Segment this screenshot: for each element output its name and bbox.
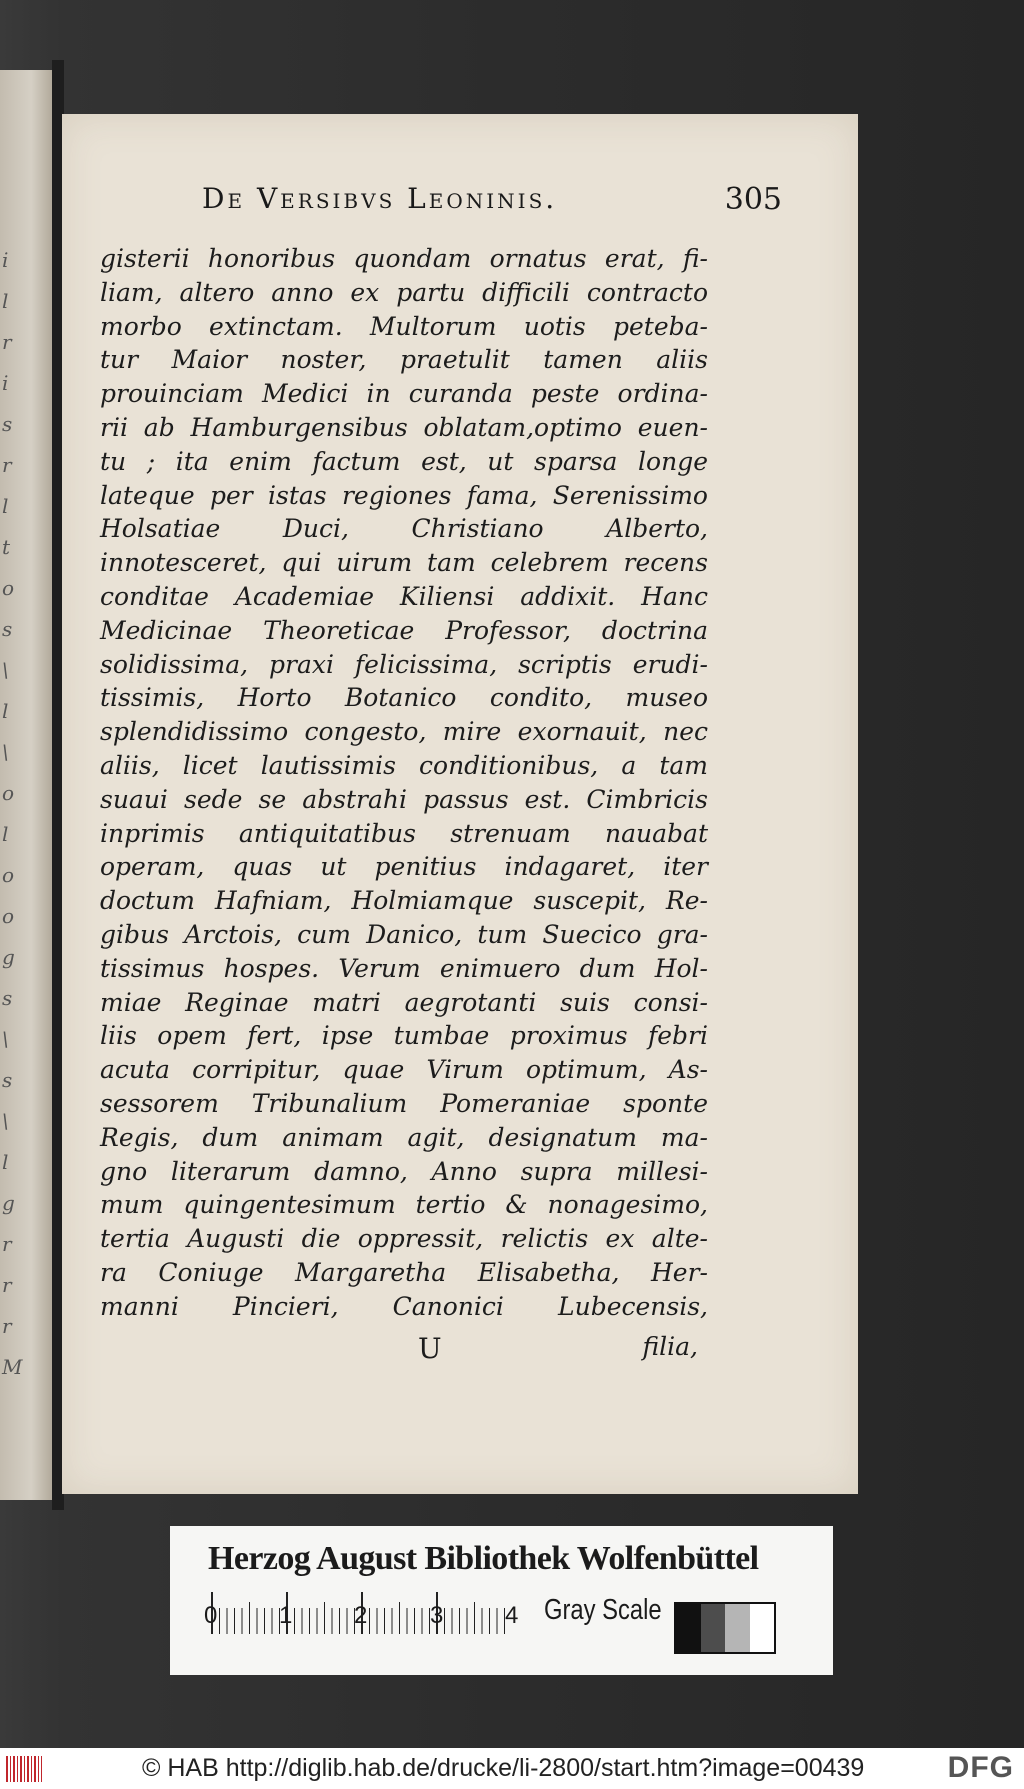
margin-mark: s [2,1068,13,1092]
dfg-logo: DFG [947,1751,1014,1784]
signature-mark: U [418,1332,442,1365]
text-line: liam, altero anno ex partu difficili contracto [100,277,708,307]
text-line: liis opem fert, ipse tumbae proximus febri [100,1021,708,1051]
text-line: operam, quas ut penitius indagaret, iter [100,852,708,882]
margin-mark: M [2,1355,23,1379]
ruler-label-2: 2 [354,1602,368,1629]
gray-swatch [701,1604,726,1652]
margin-mark: \ [2,1109,9,1133]
catchword-area [100,1332,708,1372]
text-line: manni Pincieri, Canonici Lubecensis, [100,1291,708,1321]
text-line: innotesceret, qui uirum tam celebrem recens [100,548,708,578]
text-line: prouinciam Medici in curanda peste ordina- [100,379,708,409]
body-text [100,242,708,1324]
text-line: aliis, licet lautissimis conditionibus, a tam [100,750,708,780]
margin-mark: g [2,945,15,969]
ruler-label-0: 0 [204,1602,218,1629]
text-line: sessorem Tribunalium Pomeraniae sponte [100,1088,708,1118]
margin-mark: l [2,289,9,313]
gray-swatch [750,1604,775,1652]
text-line: suaui sede se abstrahi passus est. Cimbricis [100,784,708,814]
margin-mark: r [2,330,12,354]
text-line: solidissima, praxi felicissima, scriptis erudi- [100,649,708,679]
text-line: tissimus hospes. Verum enimuero dum Hol- [100,953,708,983]
facing-page-marks [2,240,32,1388]
gray-swatch [725,1604,750,1652]
page-header [202,182,782,222]
ruler-label-1: 1 [279,1602,293,1629]
margin-mark: o [2,781,15,805]
hab-barcode-icon [6,1756,42,1782]
text-line: tertia Augusti die oppressit, relictis ex alte- [100,1224,708,1254]
text-line: rii ab Hamburgensibus oblatam,optimo euen- [100,412,708,442]
margin-mark: r [2,453,12,477]
ruler-label-3: 3 [430,1602,444,1629]
margin-mark: \ [2,1027,9,1051]
book-page [62,114,858,1494]
text-line: conditae Academiae Kiliensi addixit. Hanc [100,581,708,611]
gray-swatch [676,1604,701,1652]
margin-mark: \ [2,658,9,682]
text-line: acuta corripitur, quae Virum optimum, As- [100,1055,708,1085]
text-line: Holsatiae Duci, Christiano Alberto, [100,514,708,544]
library-name: Herzog August Bibliothek Wolfenbüttel [208,1540,759,1577]
margin-mark: r [2,1273,12,1297]
running-title: De Versibvs Leoninis. [202,182,558,215]
margin-mark: s [2,617,13,641]
footer-bar [0,1748,1024,1789]
text-line: miae Reginae matri aegrotanti suis consi- [100,987,708,1017]
ruler-label-4: 4 [505,1602,519,1629]
margin-mark: r [2,1232,12,1256]
text-line: gibus Arctois, cum Danico, tum Suecico gra- [100,919,708,949]
margin-mark: o [2,904,15,928]
margin-mark: o [2,863,15,887]
margin-mark: l [2,1150,9,1174]
footer-credit: © HAB http://diglib.hab.de/drucke/li-2800/start.htm?image=00439 [142,1754,865,1782]
margin-mark: o [2,576,15,600]
text-line: tu ; ita enim factum est, ut sparsa longe [100,446,708,476]
text-line: mum quingentesimum tertio & nonagesimo, [100,1190,708,1220]
calibration-card [170,1526,833,1675]
text-line: gisterii honoribus quondam ornatus erat, fi- [100,244,708,273]
text-line: Regis, dum animam agit, designatum ma- [100,1122,708,1152]
margin-mark: i [2,371,9,395]
text-line: tur Maior noster, praetulit tamen aliis [100,345,708,375]
margin-mark: t [2,535,11,559]
gray-scale-label: Gray Scale [544,1594,662,1626]
margin-mark: s [2,986,13,1010]
margin-mark: \ [2,740,9,764]
text-line: splendidissimo congesto, mire exornauit, nec [100,717,708,747]
catchword: filia, [642,1332,698,1361]
margin-mark: g [2,1191,15,1215]
text-line: Medicinae Theoreticae Professor, doctrina [100,615,708,645]
text-line: inprimis antiquitatibus strenuam nauabat [100,818,708,848]
margin-mark: l [2,822,9,846]
margin-mark: i [2,248,9,272]
text-line: gno literarum damno, Anno supra millesi- [100,1156,708,1186]
text-line: tissimis, Horto Botanico condito, museo [100,683,708,713]
margin-mark: l [2,699,9,723]
text-line: morbo extinctam. Multorum uotis peteba- [100,311,708,341]
text-line: doctum Hafniam, Holmiamque suscepit, Re- [100,886,708,916]
gray-scale-swatches [674,1602,776,1654]
text-line: ra Coniuge Margaretha Elisabetha, Her- [100,1257,708,1287]
margin-mark: s [2,412,13,436]
margin-mark: l [2,494,9,518]
text-line: lateque per istas regiones fama, Serenissimo [100,480,708,510]
page-number: 305 [724,182,782,217]
margin-mark: r [2,1314,12,1338]
